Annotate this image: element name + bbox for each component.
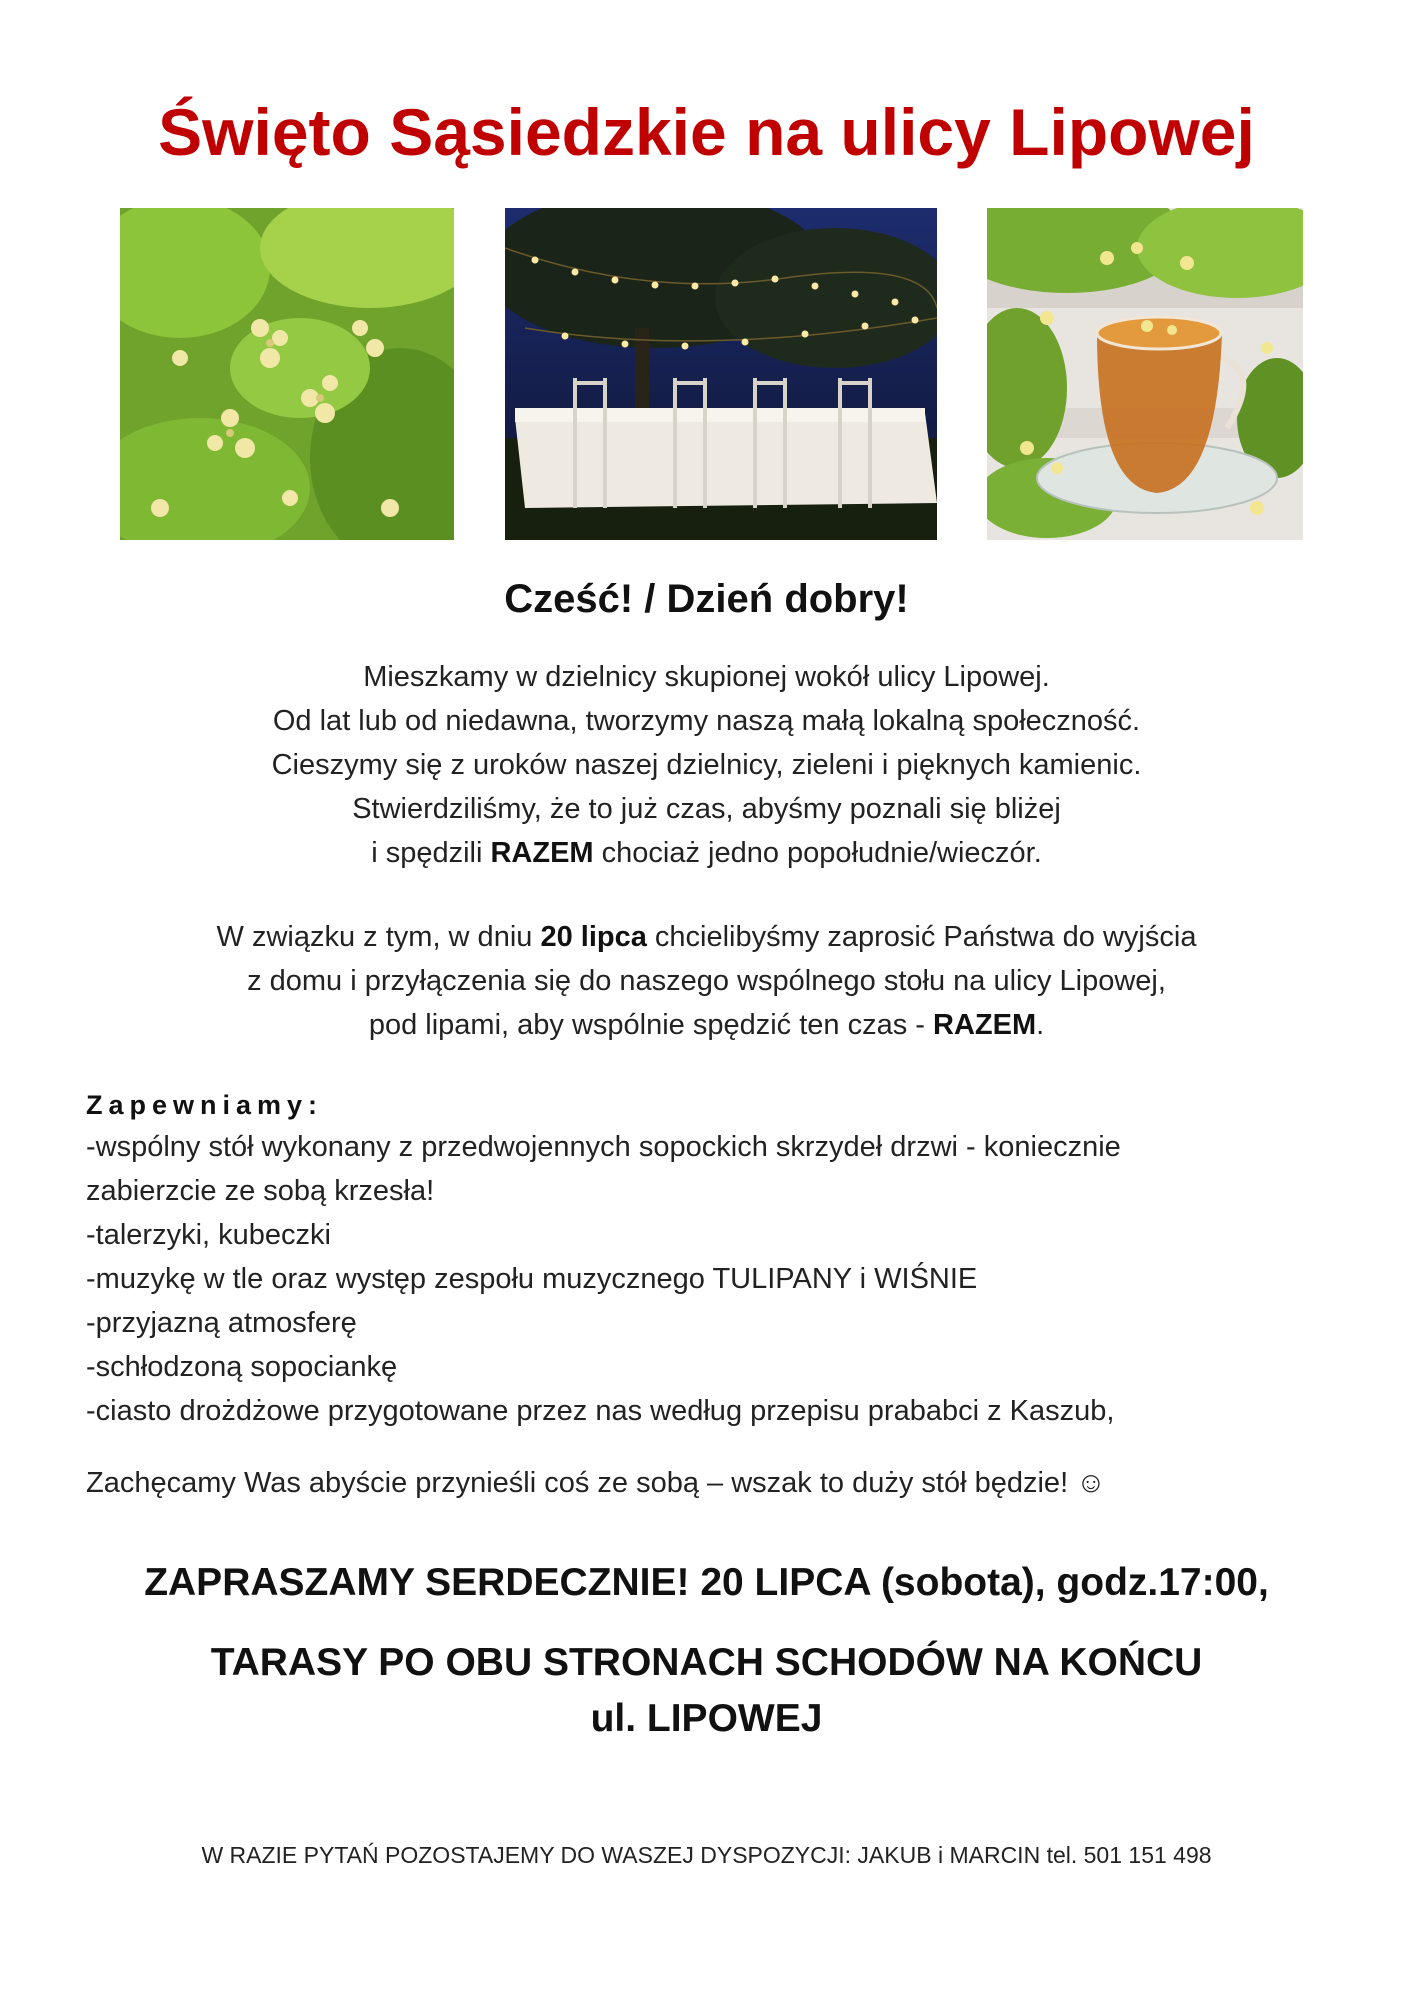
text-segment: Stwierdziliśmy, że to już czas, abyśmy poznali się bliżej bbox=[352, 793, 1061, 825]
bold-text: RAZEM bbox=[933, 1009, 1037, 1041]
text-line bbox=[60, 959, 1353, 1003]
text-line bbox=[60, 787, 1353, 831]
bold-text: RAZEM bbox=[490, 837, 594, 869]
text-segment: Mieszkamy w dzielnicy skupionej wokół ulicy Lipowej. bbox=[363, 661, 1050, 693]
text-line bbox=[60, 831, 1353, 875]
text-segment: Od lat lub od niedawna, tworzymy naszą małą lokalną społeczność. bbox=[272, 705, 1141, 737]
text-segment: W związku z tym, w dniu bbox=[216, 921, 541, 953]
text-segment: z domu i przyłączenia się do naszego wspólnego stołu na ulicy Lipowej, bbox=[247, 965, 1166, 997]
bold-text: 20 lipca bbox=[540, 921, 647, 953]
invite-date-line: ZAPRASZAMY SERDECZNIE! 20 LIPCA (sobota), godz.17:00, bbox=[144, 1561, 1269, 1604]
list-item: -wspólny stół wykonany z przedwojennych sopockich skrzydeł drzwi - koniecznie bbox=[86, 1131, 1121, 1163]
text-segment: pod lipami, aby wspólnie spędzić ten czas - bbox=[368, 1009, 933, 1041]
place-line-1: TARASY PO OBU STRONACH SCHODÓW NA KOŃCU bbox=[210, 1641, 1203, 1684]
encourage-text: Zachęcamy Was abyście przynieśli coś ze sobą – wszak to duży stół będzie! ☺ bbox=[86, 1467, 1106, 1499]
list-item: -przyjazną atmosferę bbox=[86, 1307, 357, 1339]
list-item: -schłodzoną sopociankę bbox=[86, 1351, 398, 1383]
provide-heading: Zapewniamy: bbox=[86, 1090, 324, 1120]
greeting: Cześć! / Dzień dobry! bbox=[504, 577, 909, 621]
text-line bbox=[60, 699, 1353, 743]
text-line bbox=[60, 915, 1353, 959]
text-line bbox=[60, 743, 1353, 787]
contact-footer: W RAZIE PYTAŃ POZOSTAJEMY DO WASZEJ DYSPOZYCJI: JAKUB i MARCIN tel. 501 151 498 bbox=[201, 1842, 1212, 1868]
text-segment: Cieszymy się z uroków naszej dzielnicy, zieleni i pięknych kamienic. bbox=[271, 749, 1142, 781]
place-line-2: ul. LIPOWEJ bbox=[590, 1697, 823, 1740]
text-line bbox=[60, 1003, 1353, 1047]
provide-list bbox=[86, 1125, 1356, 1433]
list-item: -muzykę w tle oraz występ zespołu muzycznego TULIPANY i WIŚNIE bbox=[86, 1263, 978, 1295]
list-item: zabierzcie ze sobą krzesła! bbox=[86, 1175, 435, 1207]
text-segment: . bbox=[1036, 1009, 1045, 1041]
linden-blossom-photo bbox=[120, 208, 454, 540]
list-item: -ciasto drożdżowe przygotowane przez nas według przepisu prababci z Kaszub, bbox=[86, 1395, 1115, 1427]
text-segment: chociaż jedno popołudnie/wieczór. bbox=[593, 837, 1042, 869]
linden-tea-photo bbox=[987, 208, 1303, 540]
text-segment: i spędzili bbox=[371, 837, 491, 869]
text-segment: chcielibyśmy zaprosić Państwa do wyjścia bbox=[646, 921, 1197, 953]
list-item: -talerzyki, kubeczki bbox=[86, 1219, 331, 1251]
intro-paragraph bbox=[60, 655, 1353, 875]
garden-table-photo bbox=[505, 208, 937, 540]
page-title: Święto Sąsiedzkie na ulicy Lipowej bbox=[158, 95, 1255, 169]
place-block bbox=[40, 1635, 1373, 1747]
text-line bbox=[60, 655, 1353, 699]
invitation-paragraph bbox=[60, 915, 1353, 1047]
